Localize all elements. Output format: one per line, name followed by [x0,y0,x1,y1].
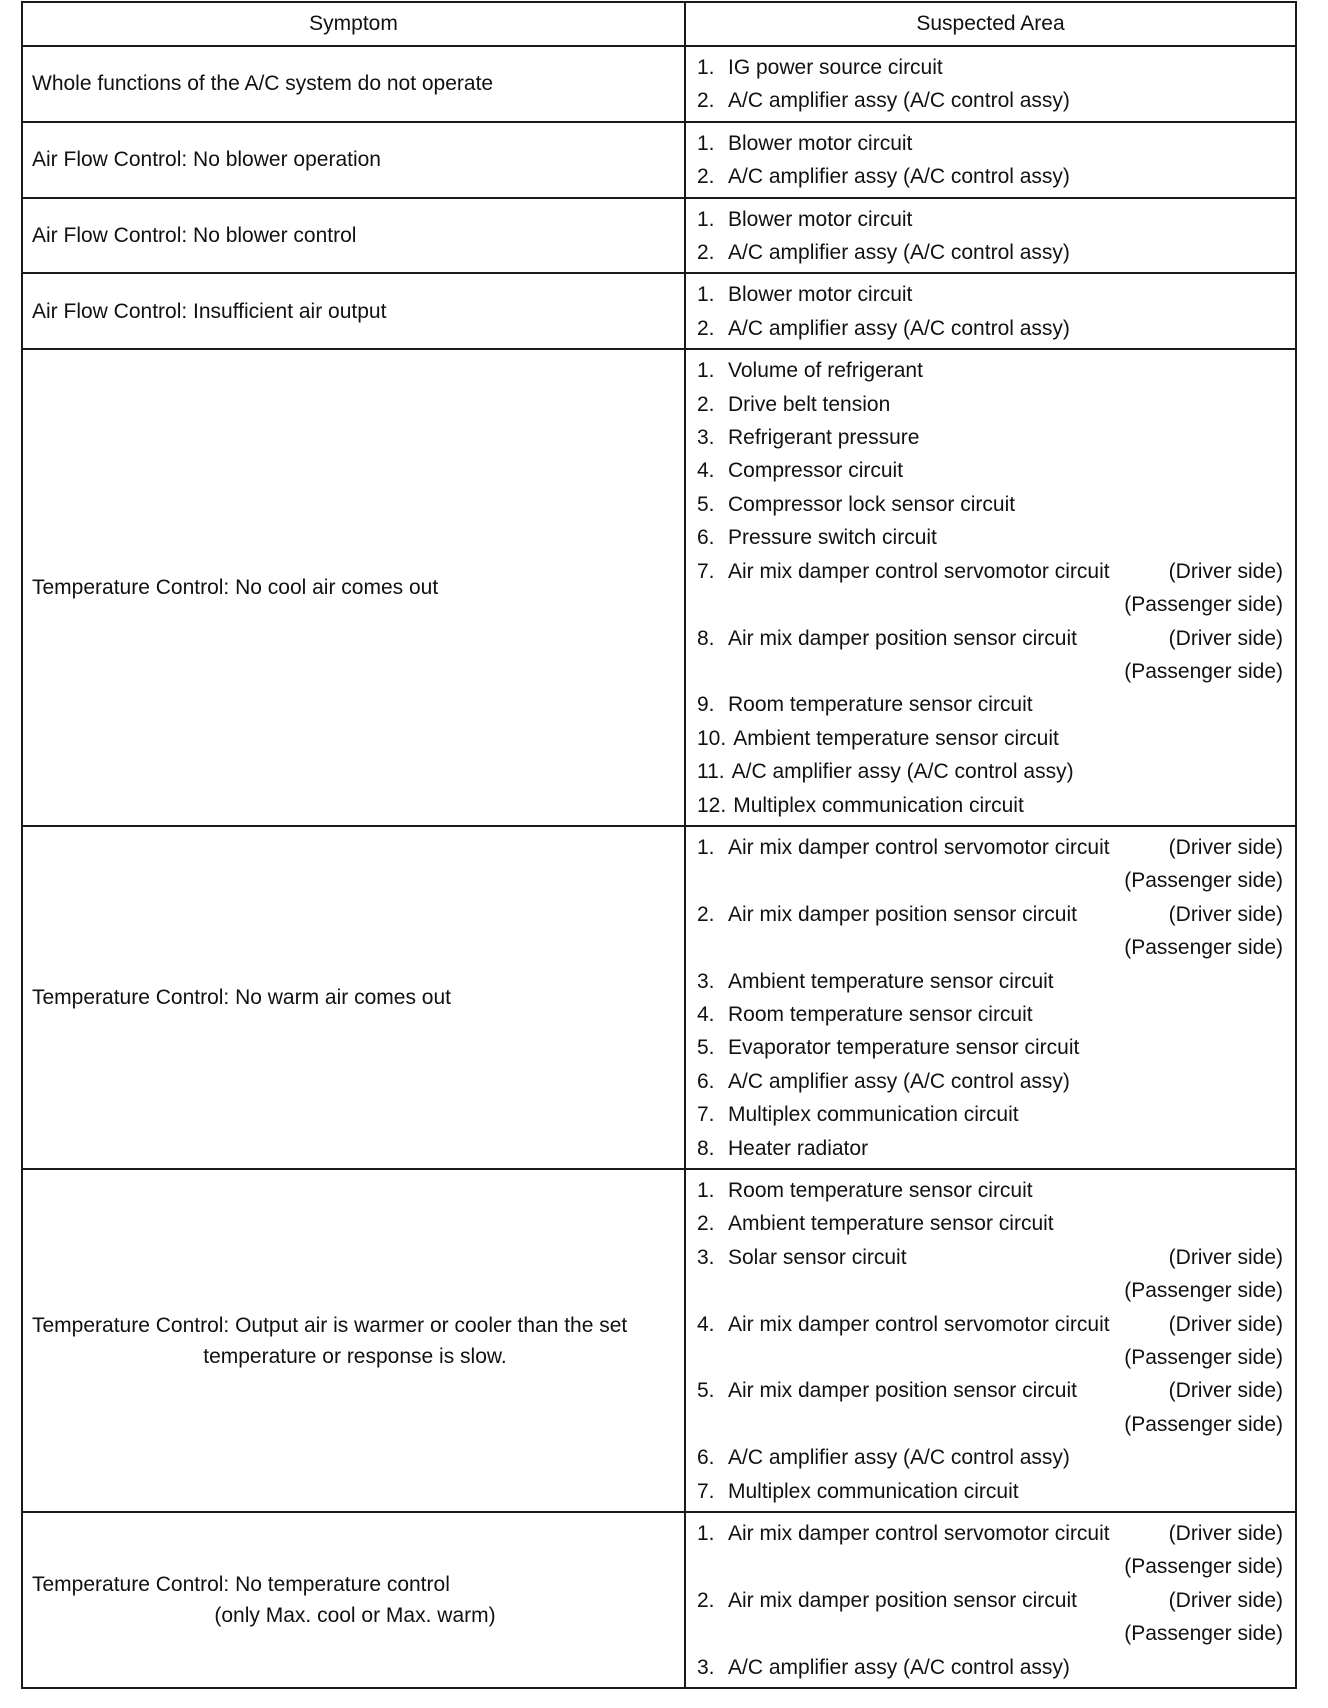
suspected-area-item [697,51,1283,84]
suspected-area-item [697,1098,1283,1131]
item-number: 1. [697,207,715,231]
item-text: A/C amplifier assy (A/C control assy) [728,1655,1070,1679]
item-side: (Passenger side) [1124,1555,1283,1579]
suspected-area-item [697,1651,1283,1684]
item-number: 6. [697,526,715,550]
table-row [22,826,1296,1169]
item-text: Air mix damper position sensor circuit [728,626,1077,650]
item-number: 8. [697,1136,715,1160]
item-text: Ambient temperature sensor circuit [733,726,1059,750]
item-side: (Driver side) [1168,835,1283,859]
symptom-cell [22,349,685,826]
symptom-cell [22,826,685,1169]
symptom-text: temperature or response is slow. [203,1344,507,1368]
suspected-area-item [697,898,1283,931]
suspected-area-cell [685,349,1296,826]
header-suspected-area: Suspected Area [685,2,1296,46]
symptom-text: (only Max. cool or Max. warm) [214,1604,496,1628]
item-side: (Driver side) [1168,902,1283,926]
item-number: 4. [697,459,715,483]
suspected-area-item [697,1065,1283,1098]
suspected-area-item [697,831,1283,864]
symptom-text: Air Flow Control: No blower operation [32,148,381,172]
item-text: IG power source circuit [728,56,943,79]
table-body [22,46,1296,1688]
item-number: 3. [697,426,715,450]
suspected-area-item [697,1584,1283,1617]
item-side: (Passenger side) [1124,593,1283,617]
table-row [22,1512,1296,1688]
item-side: (Passenger side) [1124,1279,1283,1303]
item-text: A/C amplifier assy (A/C control assy) [728,316,1070,340]
item-number: 2. [697,1212,715,1236]
suspected-area-item [697,160,1283,193]
item-text: Ambient temperature sensor circuit [728,969,1054,993]
suspected-area-cell [685,198,1296,274]
symptom-cell [22,46,685,122]
item-text: Air mix damper control servomotor circuit [728,835,1110,859]
item-number: 1. [697,835,715,859]
symptom-cell [22,1512,685,1688]
symptom-text: Temperature Control: No warm air comes out [32,985,451,1009]
suspected-area-item [697,84,1283,117]
item-number: 1. [697,131,715,155]
item-text: A/C amplifier assy (A/C control assy) [728,241,1070,265]
suspected-area-item [697,454,1283,487]
item-number: 3. [697,969,715,993]
suspected-area-item [697,1475,1283,1508]
table-row [22,122,1296,198]
item-side: (Passenger side) [1124,1412,1283,1436]
suspected-area-item [697,488,1283,521]
item-text: Heater radiator [728,1136,869,1160]
item-number: 8. [697,626,715,650]
item-side: (Passenger side) [1124,936,1283,960]
suspected-area-subline [697,588,1283,621]
suspected-area-subline [697,655,1283,688]
table-row [22,1169,1296,1512]
suspected-area-item [697,278,1283,311]
item-side: (Driver side) [1168,1245,1283,1269]
suspected-area-item [697,688,1283,721]
item-text: Volume of refrigerant [728,359,923,383]
item-text: Air mix damper control servomotor circuit [728,1312,1110,1336]
symptom-text: Temperature Control: Output air is warmer or cooler than the set [32,1313,628,1337]
item-number: 2. [697,89,715,113]
suspected-area-subline [697,1408,1283,1441]
symptom-text: Temperature Control: No cool air comes out [32,576,439,600]
item-text: Air mix damper control servomotor circuit [728,559,1110,583]
suspected-area-subline [697,931,1283,964]
item-number: 2. [697,1588,715,1612]
item-text: Pressure switch circuit [728,526,937,550]
suspected-area-item [697,1031,1283,1064]
item-side: (Passenger side) [1124,1346,1283,1370]
symptom-cell [22,1169,685,1512]
suspected-area-item [697,965,1283,998]
suspected-area-item [697,1132,1283,1165]
item-side: (Driver side) [1168,626,1283,650]
item-side: (Driver side) [1168,559,1283,583]
item-number: 1. [697,1522,715,1546]
item-text: Multiplex communication circuit [733,793,1024,817]
item-side: (Driver side) [1168,1588,1283,1612]
item-text: Multiplex communication circuit [728,1103,1019,1127]
symptom-text: Air Flow Control: No blower control [32,224,357,248]
suspected-area-cell [685,826,1296,1169]
item-text: Blower motor circuit [728,283,913,307]
item-side: (Passenger side) [1124,659,1283,683]
table-header-row [22,2,1296,46]
suspected-area-item [697,521,1283,554]
item-text: Evaporator temperature sensor circuit [728,1036,1080,1060]
item-text: Ambient temperature sensor circuit [728,1212,1054,1236]
item-side: (Passenger side) [1124,869,1283,893]
suspected-area-item [697,127,1283,160]
suspected-area-item [697,998,1283,1031]
item-number: 10. [697,726,727,750]
item-number: 7. [697,1479,715,1503]
symptom-text: Whole functions of the A/C system do not operate [32,72,494,96]
item-text: Room temperature sensor circuit [728,693,1033,717]
item-number: 6. [697,1069,715,1093]
item-text: Room temperature sensor circuit [728,1179,1033,1202]
suspected-area-cell [685,122,1296,198]
suspected-area-item [697,1441,1283,1474]
table-row [22,349,1296,826]
suspected-area-item [697,1308,1283,1341]
item-number: 12. [697,793,727,817]
suspected-area-item [697,755,1283,788]
item-text: Solar sensor circuit [728,1245,907,1269]
symptom-text: Temperature Control: No temperature control [32,1573,450,1597]
item-side: (Driver side) [1168,1522,1283,1546]
item-text: Room temperature sensor circuit [728,1002,1033,1026]
item-number: 2. [697,241,715,265]
suspected-area-subline [697,864,1283,897]
suspected-area-item [697,1374,1283,1407]
suspected-area-item [697,1174,1283,1207]
item-text: A/C amplifier assy (A/C control assy) [728,1069,1070,1093]
suspected-area-subline [697,1341,1283,1374]
item-number: 3. [697,1245,715,1269]
item-text: Blower motor circuit [728,131,913,155]
suspected-area-subline [697,1550,1283,1583]
item-number: 2. [697,316,715,340]
suspected-area-item [697,421,1283,454]
item-number: 3. [697,1655,715,1679]
suspected-area-subline [697,1617,1283,1650]
item-side: (Driver side) [1168,1379,1283,1403]
symptom-cell [22,273,685,349]
item-number: 1. [697,1179,715,1202]
suspected-area-cell [685,1169,1296,1512]
item-number: 7. [697,559,715,583]
item-text: Multiplex communication circuit [728,1479,1019,1503]
item-number: 2. [697,902,715,926]
suspected-area-item [697,203,1283,236]
item-number: 1. [697,359,715,383]
table-row [22,46,1296,122]
item-text: Compressor lock sensor circuit [728,492,1016,516]
suspected-area-cell [685,273,1296,349]
item-number: 6. [697,1446,715,1470]
suspected-area-item [697,722,1283,755]
item-text: A/C amplifier assy (A/C control assy) [728,165,1070,189]
item-text: Refrigerant pressure [728,426,920,450]
item-text: A/C amplifier assy (A/C control assy) [728,1446,1070,1470]
item-text: Drive belt tension [728,392,891,416]
item-text: Compressor circuit [728,459,904,483]
symptom-text: Air Flow Control: Insufficient air output [32,299,387,323]
item-number: 5. [697,1036,715,1060]
suspected-area-item [697,236,1283,269]
item-number: 5. [697,1379,715,1403]
item-side: (Passenger side) [1124,1622,1283,1646]
item-text: A/C amplifier assy (A/C control assy) [731,760,1074,784]
symptom-table [21,1,1297,1689]
suspected-area-item [697,1207,1283,1240]
item-text: Blower motor circuit [728,207,913,231]
item-text: Air mix damper control servomotor circuit [728,1522,1110,1546]
item-text: Air mix damper position sensor circuit [728,1588,1077,1612]
suspected-area-item [697,1517,1283,1550]
suspected-area-item [697,622,1283,655]
table-row [22,198,1296,274]
suspected-area-subline [697,1274,1283,1307]
item-number: 7. [697,1103,715,1127]
item-number: 9. [697,693,715,717]
suspected-area-item [697,1241,1283,1274]
item-number: 4. [697,1312,715,1336]
item-number: 2. [697,165,715,189]
item-text: Air mix damper position sensor circuit [728,1379,1077,1403]
suspected-area-cell [685,1512,1296,1688]
suspected-area-cell [685,46,1296,122]
suspected-area-item [697,388,1283,421]
suspected-area-item [697,354,1283,387]
item-side: (Driver side) [1168,1312,1283,1336]
item-number: 2. [697,392,715,416]
item-number: 11. [697,760,725,784]
item-number: 1. [697,283,715,307]
item-number: 5. [697,492,715,516]
symptom-cell [22,198,685,274]
suspected-area-item [697,555,1283,588]
item-number: 1. [697,56,715,79]
header-symptom: Symptom [22,2,685,46]
item-number: 4. [697,1002,715,1026]
table-row [22,273,1296,349]
suspected-area-item [697,789,1283,822]
item-text: A/C amplifier assy (A/C control assy) [728,89,1070,113]
symptom-cell [22,122,685,198]
suspected-area-item [697,312,1283,345]
item-text: Air mix damper position sensor circuit [728,902,1077,926]
